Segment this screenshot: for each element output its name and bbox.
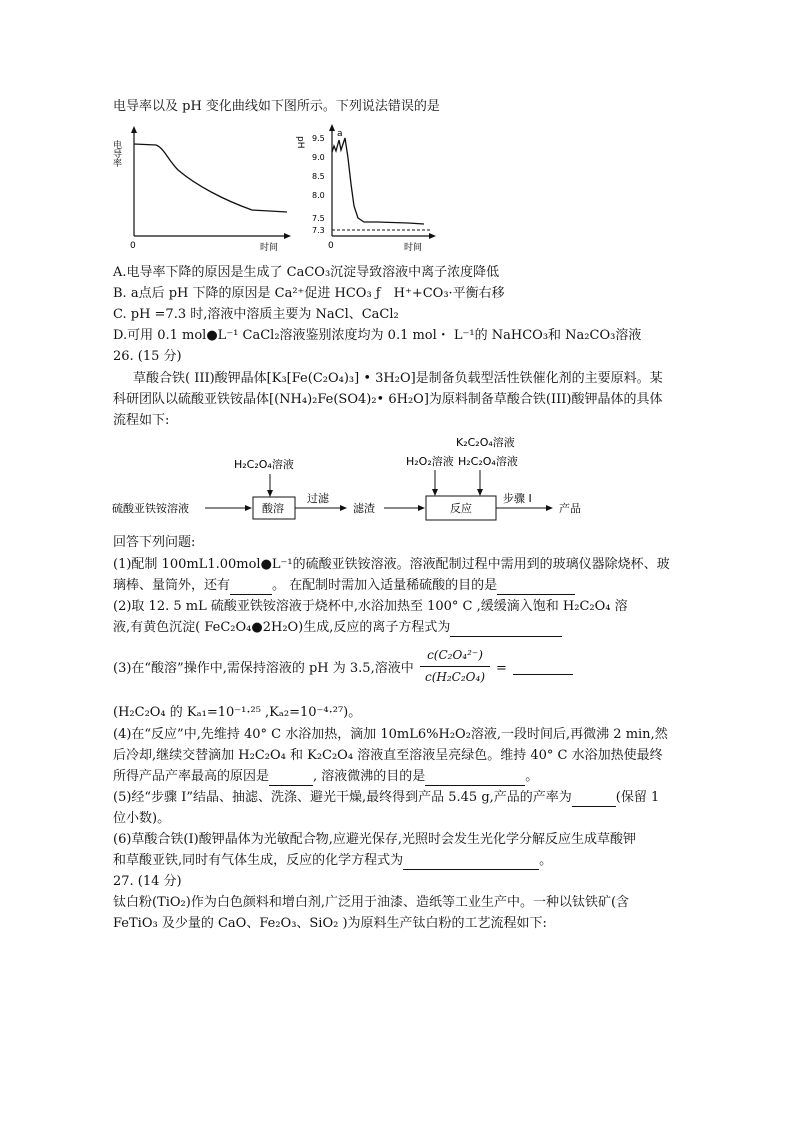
arrow-icon	[477, 489, 483, 496]
graph1-xlabel: 时间	[260, 243, 279, 253]
arrow-icon	[245, 505, 252, 511]
answer-blank[interactable]	[497, 581, 575, 595]
q26-p1-line2	[113, 577, 575, 595]
q26-p3-line2: (H₂C₂O₄ 的 Kₐ₁=10⁻¹·²⁵ ,Kₐ₂=10⁻⁴·²⁷)。	[113, 705, 362, 720]
q26-p5-text-b: (保留 1	[615, 790, 660, 805]
arrow-icon	[418, 505, 425, 511]
q26-intro-2: 科研团队以硫酸亚铁铵晶体[(NH₄)₂Fe(SO4)₂• 6H₂O]为原料制备草酸合铁(III)酸钾晶体的具体	[113, 392, 663, 407]
graph1-origin: 0	[130, 241, 136, 251]
q26-p4-line1: (4)在“反应”中,先维持 40° C 水浴加热，滴加 10mL6%H₂O₂溶液,一段时间后,再微沸 2 min,然	[113, 727, 668, 742]
graph2-origin: 0	[328, 241, 334, 251]
fraction-denominator: c(H₂C₂O₄)	[425, 670, 485, 684]
option-a: A.电导率下降的原因是生成了 CaCO₃沉淀导致溶液中离子浓度降低	[113, 265, 500, 280]
q26-p6-text-b: 。	[539, 853, 553, 868]
arrow-icon	[432, 489, 438, 496]
flow-arrow-1-label: 过滤	[307, 492, 329, 505]
flow-start: 硫酸亚铁铵溶液	[112, 502, 189, 515]
q26-p6-line2	[113, 852, 552, 870]
y-arrow-icon	[131, 126, 137, 133]
ph-curve	[332, 138, 424, 224]
flow-box-2-label: 反应	[450, 502, 472, 515]
q27-header: 27. (14 分)	[113, 874, 182, 889]
q27-intro-1: 钛白粉(TiO₂)作为白色颜料和增白剂,广泛用于油漆、造纸等工业生产中。一种以钛铁矿(含	[113, 895, 630, 910]
ph-tick-label: 7.5	[312, 214, 325, 223]
q26-p3-line1: (3)在“酸溶”操作中,需保持溶液的 pH 为 3.5,溶液中	[113, 661, 414, 676]
answer-blank[interactable]	[230, 581, 272, 595]
graph2-ylabel: pH	[295, 136, 305, 149]
q26-p1-line1: (1)配制 100mL1.00mol●L⁻¹的硫酸亚铁铵溶液。溶液配制过程中需用到的玻璃仪器除烧杯、玻	[113, 557, 670, 572]
answer-blank[interactable]	[269, 772, 313, 786]
q26-p6-line1: (6)草酸合铁(I)酸钾晶体为光敏配合物,应避光保存,光照时会发生光化学分解反应生成草酸钾	[113, 832, 636, 847]
q27-intro-2: FeTiO₃ 及少量的 CaO、Fe₂O₃、SiO₂ )为原料生产钛白粉的工艺流程如下:	[113, 916, 547, 931]
ph-tick-label: 9.5	[312, 134, 325, 143]
q26-p4-text-a: 所得产品产率最高的原因是	[113, 769, 270, 784]
answer-intro: 回答下列问题:	[113, 535, 196, 550]
answer-blank[interactable]	[403, 856, 539, 870]
graph2-xlabel: 时间	[404, 243, 423, 253]
arrow-icon	[546, 505, 553, 511]
flow-box-1-label: 酸溶	[262, 502, 284, 515]
x-arrow-icon	[284, 233, 291, 239]
flow-reagent-3: H₂C₂O₄溶液	[458, 455, 518, 468]
arrow-icon	[267, 490, 273, 497]
ph-ticks	[312, 134, 325, 235]
q26-p2-line2	[113, 619, 562, 637]
answer-blank[interactable]	[425, 772, 525, 786]
flow-mid: 滤渣	[353, 502, 375, 515]
ph-tick-label: 8.0	[312, 191, 325, 200]
ph-tick-label: 9.0	[312, 153, 325, 162]
flow-reagent-2: H₂O₂溶液	[406, 455, 454, 468]
q26-p4-line3	[113, 768, 538, 786]
flow-reagent-4: K₂C₂O₄溶液	[456, 436, 515, 449]
fraction-numerator: c(C₂O₄²⁻)	[427, 648, 483, 662]
q26-p4-line2: 后冷却,继续交替滴加 H₂C₂O₄ 和 K₂C₂O₄ 溶液直至溶液呈亮绿色。维持 40° C 水浴加热使最终	[113, 748, 663, 763]
q26-p4-text-c: 。	[525, 769, 539, 784]
option-c: C. pH =7.3 时,溶液中溶质主要为 NaCl、CaCl₂	[113, 307, 399, 322]
q26-p2-line1: (2)取 12. 5 mL 硫酸亚铁铵溶液于烧杯中,水浴加热至 100° C ,缓缓滴入饱和 H₂C₂O₄ 溶	[113, 599, 628, 614]
fraction-bar	[420, 666, 490, 667]
conductivity-graph	[112, 124, 292, 252]
q26-p2-text: 液,有黄色沉淀( FeC₂O₄●2H₂O)生成,反应的离子方程式为	[113, 620, 451, 635]
q26-p5-line1	[113, 789, 659, 807]
graph1-ylabel: 电导率	[111, 140, 121, 167]
q26-header: 26. (15 分)	[113, 349, 182, 364]
q26-p1-text-a: 璃棒、量筒外，还有	[113, 578, 231, 593]
answer-blank[interactable]	[450, 623, 562, 637]
flow-reagent-1: H₂C₂O₄溶液	[234, 458, 294, 471]
q26-p4-text-b: , 溶液微沸的目的是	[313, 769, 426, 784]
option-b: B. a点后 pH 下降的原因是 Ca²⁺促进 HCO₃ ƒ H⁺+CO₃·平衡右移	[113, 286, 505, 301]
point-a-label: a	[337, 129, 343, 139]
ph-tick-label: 8.5	[312, 172, 325, 181]
process-flowchart	[110, 430, 610, 530]
equals-sign: =	[496, 661, 507, 676]
flow-end: 产品	[559, 502, 581, 515]
y-arrow-icon	[329, 124, 335, 131]
q26-intro-3: 流程如下:	[113, 413, 170, 428]
arrow-icon	[340, 505, 347, 511]
intro-line: 电导率以及 pH 变化曲线如下图所示。下列说法错误的是	[113, 99, 440, 114]
ph-tick-label: 7.3	[312, 226, 325, 235]
x-arrow-icon	[429, 233, 436, 239]
flow-arrow-2-label: 步骤 I	[503, 492, 532, 505]
ph-graph	[295, 124, 448, 253]
q26-intro-1: 草酸合铁( III)酸钾晶体[K₃[Fe(C₂O₄)₃] • 3H₂O]是制备负载型活性铁催化剂的主要原料。某	[133, 371, 663, 386]
option-d: D.可用 0.1 mol●L⁻¹ CaCl₂溶液鉴别浓度均为 0.1 mol・ L⁻¹的 NaHCO₃和 Na₂CO₃溶液	[113, 328, 642, 343]
q26-p6-text-a: 和草酸亚铁,同时有气体生成，反应的化学方程式为	[113, 853, 404, 868]
answer-blank[interactable]	[513, 661, 573, 675]
conductivity-curve	[134, 144, 287, 212]
q26-p5-line2: 位小数)。	[113, 811, 171, 826]
q26-p5-text-a: (5)经“步骤 I”结晶、抽滤、洗涤、避光干燥,最终得到产品 5.45 g,产品的产率为	[113, 790, 572, 805]
q26-p1-text-b: 。 在配制时需加入适量稀硫酸的目的是	[272, 578, 498, 593]
answer-blank[interactable]	[572, 793, 616, 807]
